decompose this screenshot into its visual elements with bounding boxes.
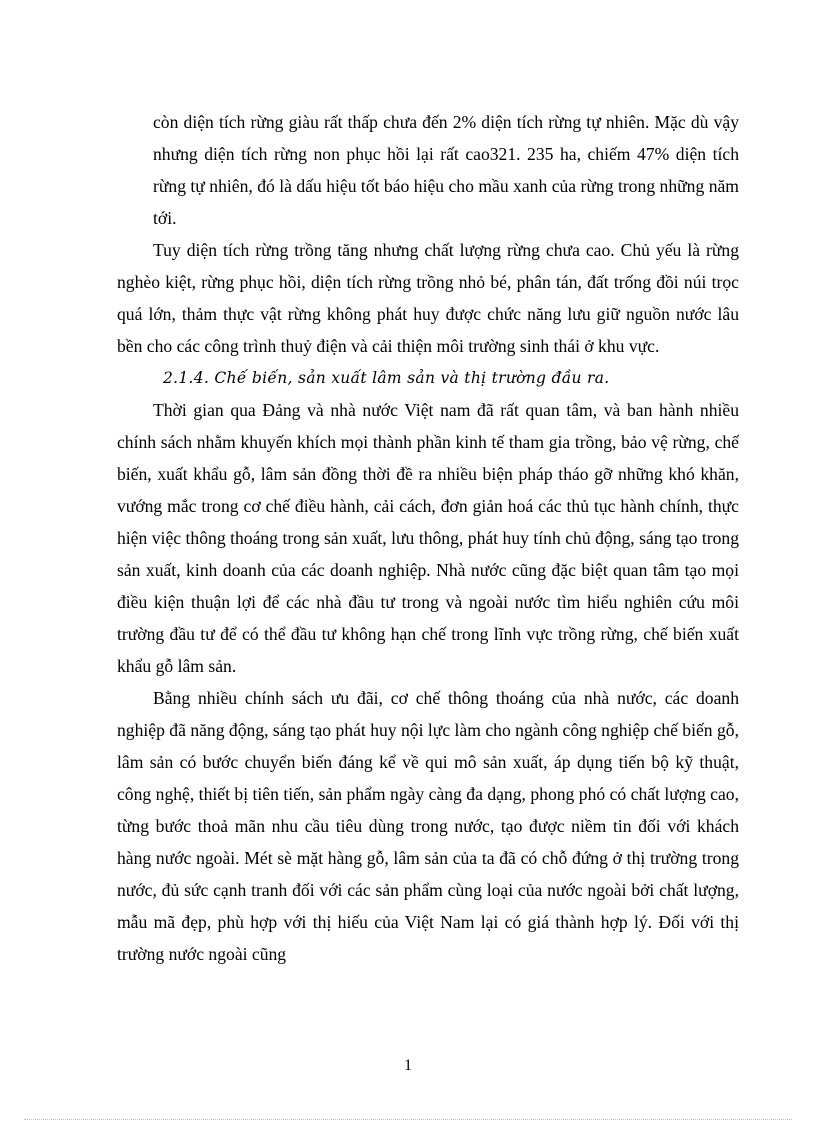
paragraph-continuation: còn diện tích rừng giàu rất thấp chưa đến 2% diện tích rừng tự nhiên. Mặc dù vậy nhưng diện tích rừng non phục hồi lại rất cao321. 235 ha, chiếm 47% diện tích rừng tự nhiên, đó là dấu hiệu tốt báo hiệu cho mầu xanh của rừng trong những năm tới. xyxy=(153,112,739,228)
page-number: 1 xyxy=(404,1057,412,1074)
document-body xyxy=(117,106,739,970)
paragraph-industry: Bằng nhiều chính sách ưu đãi, cơ chế thông thoáng của nhà nước, các doanh nghiệp đã năng động, sáng tạo phát huy nội lực làm cho ngành công nghiệp chế biến gỗ, lâm sản có bước chuyển biến đáng kể về qui mô sản xuất, áp dụng tiến bộ kỹ thuật, công nghệ, thiết bị tiên tiến, sản phẩm ngày càng đa dạng, phong phó có chất lượng cao, từng bước thoả mãn nhu cầu tiêu dùng trong nước, tạo được niềm tin đối với khách hàng nước ngoài. Mét sè mặt hàng gỗ, lâm sản của ta đã có chỗ đứng ở thị trường trong nước, đủ sức cạnh tranh đối với các sản phẩm cùng loại của nước ngoài bởi chất lượng, mẫu mã đẹp, phù hợp với thị hiếu của Việt Nam lại có giá thành hợp lý. Đối với thị trường nước ngoài cũng xyxy=(117,688,739,964)
paragraph-policy: Thời gian qua Đảng và nhà nước Việt nam đã rất quan tâm, và ban hành nhiều chính sách nhằm khuyến khích mọi thành phần kinh tế tham gia trồng, bảo vệ rừng, chế biến, xuất khẩu gỗ, lâm sản đồng thời đề ra nhiều biện pháp tháo gỡ những khó khăn, vướng mắc trong cơ chế điều hành, cải cách, đơn giản hoá các thủ tục hành chính, thực hiện việc thông thoáng trong sản xuất, lưu thông, phát huy tính chủ động, sáng tạo trong sản xuất, kinh doanh của các doanh nghiệp. Nhà nước cũng đặc biệt quan tâm tạo mọi điều kiện thuận lợi để các nhà đầu tư trong và ngoài nước tìm hiểu nghiên cứu môi trường đầu tư để có thể đầu tư không hạn chế trong lĩnh vực trồng rừng, chế biến xuất khẩu gỗ lâm sản. xyxy=(117,400,739,676)
section-heading: 2.1.4. Chế biến, sản xuất lâm sản và thị trường đầu ra. xyxy=(163,369,610,387)
page-bottom-edge xyxy=(24,1119,792,1120)
paragraph-forest-quality: Tuy diện tích rừng trồng tăng nhưng chất lượng rừng chưa cao. Chủ yếu là rừng nghèo kiệt, rừng phục hồi, diện tích rừng trồng nhỏ bé, phân tán, đất trống đồi núi trọc quá lớn, thảm thực vật rừng không phát huy được chức năng lưu giữ nguồn nước lâu bền cho các công trình thuỷ điện và cải thiện môi trường sinh thái ở khu vực. xyxy=(117,240,739,356)
